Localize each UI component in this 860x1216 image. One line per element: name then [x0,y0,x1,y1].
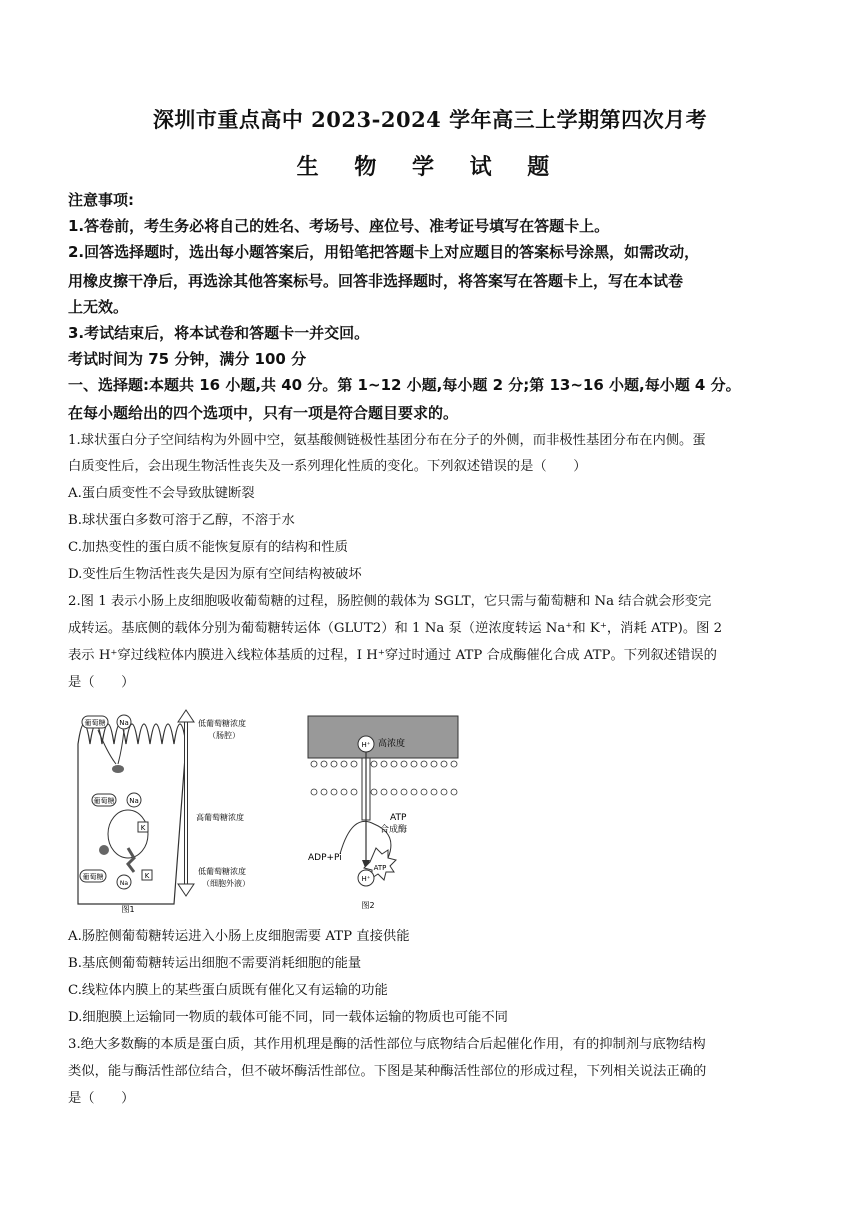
notice-item: 用橡皮擦干净后，再选涂其他答案标号。回答非选择题时，将答案写在答题卡上，写在本试卷 [68,272,684,290]
q1-option-a: A.蛋白质变性不会导致肽键断裂 [68,486,255,501]
notice-item: 上无效。 [68,298,129,316]
notice-item: 3.考试结束后，将本试卷和答题卡一并交回。 [68,324,370,342]
q2-option-b: B.基底侧葡萄糖转运出细胞不需要消耗细胞的能量 [68,956,362,971]
intestinal-lumen-label: （肠腔） [208,731,240,740]
extracellular-fluid-label: （细胞外液） [202,879,250,888]
figure-1-label: 图1 [121,905,135,914]
glucose-label: 葡萄糖 [93,797,115,805]
q2-stem: 表示 H⁺穿过线粒体内膜进入线粒体基质的过程，I H⁺穿过时通过 ATP 合成酶催化合成 ATP。下列叙述错误的 [68,648,717,663]
q2-option-a: A.肠腔侧葡萄糖转运进入小肠上皮细胞需要 ATP 直接供能 [68,929,410,944]
h-plus-label: H⁺ [361,741,371,749]
high-concentration-label: 高浓度 [378,739,406,749]
q3-stem: 类似，能与酶活性部位结合，但不破坏酶活性部位。下图是某种酶活性部位的形成过程，下列相关说法正确的 [68,1064,707,1079]
low-concentration-top: 低葡萄糖浓度 [198,719,246,728]
subject-title: 生 物 学 试 题 [296,154,564,180]
q3-stem: 3.绝大多数酶的本质是蛋白质，其作用机理是酶的活性部位与底物结合后起催化作用，有的抑制剂与底物结构 [68,1037,706,1052]
atp-synthase-label: 合成酶 [380,825,408,835]
adp-pi-label: ADP+Pi [308,853,342,863]
q3-stem: 是（ ） [68,1091,135,1106]
q1-option-b: B.球状蛋白多数可溶于乙醇，不溶于水 [68,513,295,528]
high-concentration-label: 高葡萄糖浓度 [196,813,244,822]
figure-2-label: 图2 [361,901,375,910]
q2-option-d: D.细胞膜上运输同一物质的载体可能不同，同一载体运输的物质也可能不同 [68,1010,508,1025]
k-label: K [140,824,146,832]
q1-stem: 1.球状蛋白分子空间结构为外圆中空，氨基酸侧链极性基团分布在分子的外侧，而非极性基团分布在内侧。蛋 [68,433,706,448]
exam-title: 深圳市重点高中 2023-2024 学年高三上学期第四次月考 [152,107,708,132]
figure-2-membrane-diagram [308,716,458,910]
section-heading: 一、选择题:本题共 16 小题,共 40 分。第 1~12 小题,每小题 2 分;第 13~16 小题,每小题 4 分。 [68,376,741,394]
figure-1-cell-diagram [78,715,186,914]
h-plus-label: H⁺ [361,875,371,883]
na-label: Na [119,719,129,727]
q1-option-c: C.加热变性的蛋白质不能恢复原有的结构和性质 [68,540,348,555]
na-label: Na [129,797,139,805]
q1-stem: 白质变性后，会出现生物活性丧失及一系列理化性质的变化。下列叙述错误的是（ ） [68,459,587,474]
atp-synthase-label: ATP [390,813,407,823]
glucose-label: 葡萄糖 [82,873,104,881]
glucose-label: 葡萄糖 [84,719,106,727]
notice-heading: 注意事项: [68,191,134,209]
section-heading: 在每小题给出的四个选项中，只有一项是符合题目要求的。 [68,404,459,422]
k-label: K [144,872,150,880]
q2-stem: 成转运。基底侧的载体分别为葡萄糖转运体（GLUT2）和 1 Na 泵（逆浓度转运 Na⁺和 K⁺，消耗 ATP)。图 2 [68,621,723,636]
notice-item: 2.回答选择题时，选出每小题答案后，用铅笔把答题卡上对应题目的答案标号涂黑，如需改动， [68,243,700,261]
q2-option-c: C.线粒体内膜上的某些蛋白质既有催化又有运输的功能 [68,983,388,998]
low-concentration-bottom: 低葡萄糖浓度 [198,867,246,876]
q2-figure [68,704,468,916]
exam-time: 考试时间为 75 分钟，满分 100 分 [68,350,307,368]
concentration-arrow [178,710,250,896]
q1-option-d: D.变性后生物活性丧失是因为原有空间结构被破坏 [68,567,362,582]
q2-stem: 是（ ） [68,675,135,690]
notice-item: 1.答卷前，考生务必将自己的姓名、考场号、座位号、准考证号填写在答题卡上。 [68,217,610,235]
na-label: Na [119,880,129,887]
atp-label: ATP [373,864,387,872]
q2-stem: 2.图 1 表示小肠上皮细胞吸收葡萄糖的过程，肠腔侧的载体为 SGLT，它只需与葡萄糖和 Na 结合就会形变完 [68,594,712,609]
